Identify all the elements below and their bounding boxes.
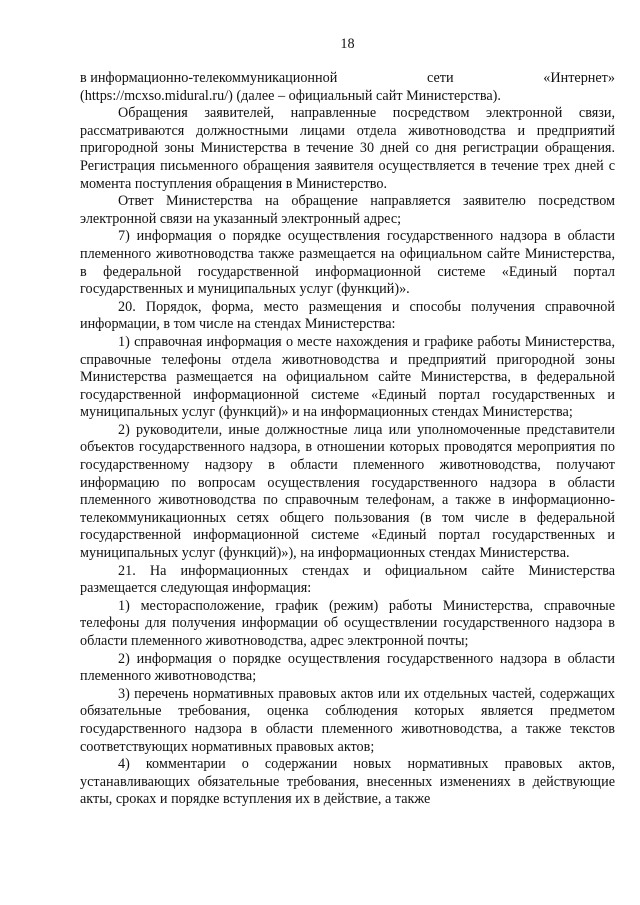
text-fragment: сети: [427, 70, 454, 86]
text-fragment: «Интернет»: [543, 70, 615, 86]
text-fragment: в информационно-телекоммуникационной: [80, 70, 338, 86]
page-number: 18: [340, 36, 355, 52]
paragraph: 1) месторасположение, график (режим) работы Министерства, справочные телефоны для получения информации об осуществлении государственного надзора в области племенного животноводства, адрес электронной почты;: [80, 597, 615, 649]
document-body: [80, 70, 615, 809]
paragraph: 4) комментарии о содержании новых нормативных правовых актов, устанавливающих обязательные требования, внесенных изменениях в действующие акты, сроках и порядке вступления их в действие, а также: [80, 756, 615, 808]
paragraph: 2) информация о порядке осуществления государственного надзора в области племенного животноводства;: [80, 650, 615, 685]
paragraph: 7) информация о порядке осуществления государственного надзора в области племенного животноводства также размещается на официальном сайте Министерства, в федеральной государственной информационной системе «Единый портал государственных и муниципальных услуг (функций)».: [80, 228, 615, 298]
paragraph: 1) справочная информация о месте нахождения и графике работы Министерства, справочные телефоны отдела животноводства и предприятий пригородной зоны Министерства размещается на официальном сайте Министерства, в федеральной государственной информационной системе «Единый портал государственных и муниципальных услуг (функций)» и на информационных стендах Министерства;: [80, 333, 615, 421]
paragraph: Ответ Министерства на обращение направляется заявителю посредством электронной связи на указанный электронный адрес;: [80, 193, 615, 227]
text-line: (https://mcxso.midural.ru/) (далее – официальный сайт Министерства).: [80, 87, 501, 104]
paragraph: 3) перечень нормативных правовых актов или их отдельных частей, содержащих обязательные требования, оценка соблюдения которых является предметом государственного надзора в области племенного животноводства, а также текстов соответствующих нормативных правовых актов;: [80, 685, 615, 755]
paragraph: 21. На информационных стендах и официальном сайте Министерства размещается следующая информация:: [80, 562, 615, 597]
paragraph: 20. Порядок, форма, место размещения и способы получения справочной информации, в том числе на стендах Министерства:: [80, 298, 615, 333]
paragraph: Обращения заявителей, направленные посредством электронной связи, рассматриваются должностными лицами отдела животноводства и предприятий пригородной зоны Министерства в течение 30 дней со дня регистрации обращения. Регистрация письменного обращения заявителя осуществляется в течение трех дней с момента поступления обращения в Министерство.: [80, 105, 615, 192]
paragraph: 2) руководители, иные должностные лица или уполномоченные представители объектов государственного надзора, в отношении которых проводятся мероприятия по государственному надзору в области племенного животноводства, получают информацию по вопросам осуществления государственного надзора в области племенного животноводства по справочным телефонам, а также в информационно-телекоммуникационных сетях общего пользования (в том числе в федеральной государственной информационной системе «Единый портал государственных и муниципальных услуг (функций)»), на информационных стендах Министерства.: [80, 421, 615, 562]
text-line: [80, 70, 615, 88]
